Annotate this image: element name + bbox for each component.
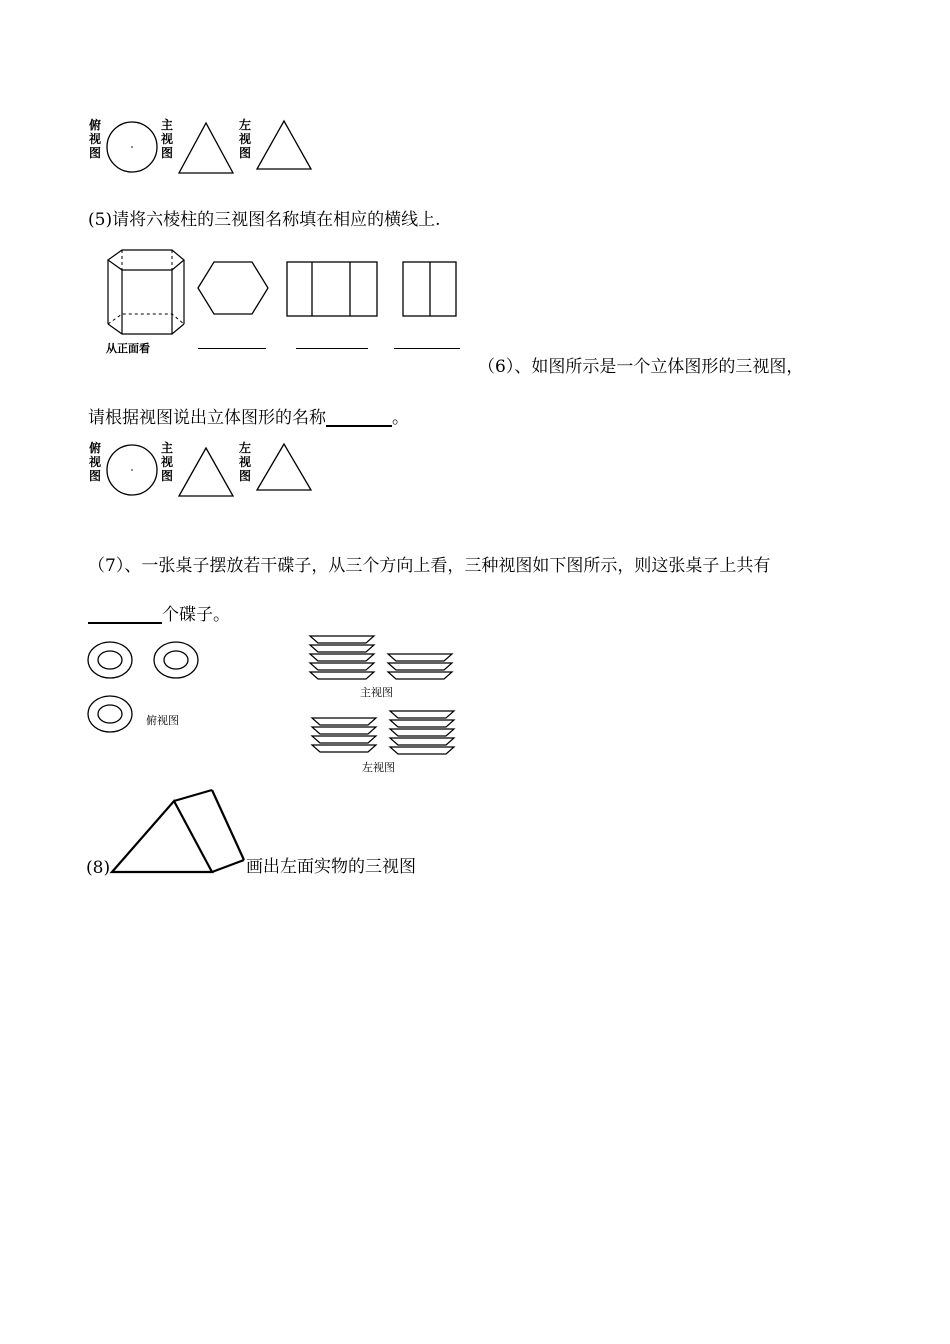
hexagonal-prism-icon bbox=[100, 248, 190, 340]
plate-ring-icon bbox=[86, 694, 134, 734]
hexagon-view-icon bbox=[196, 260, 272, 318]
circle-view-icon bbox=[106, 120, 158, 174]
q5-answer-blank-1[interactable] bbox=[198, 348, 266, 349]
q5-text: (5)请将六棱柱的三视图名称填在相应的横线上. bbox=[88, 210, 441, 230]
circle-view-icon bbox=[106, 443, 158, 497]
q5-answer-blank-3[interactable] bbox=[394, 348, 460, 349]
plate-ring-icon bbox=[86, 640, 134, 680]
triangle-view-icon bbox=[256, 443, 312, 491]
q8-text: 画出左面实物的三视图 bbox=[246, 857, 416, 877]
q6-line2-wrap bbox=[88, 409, 409, 427]
q7-line2-end: 个碟子。 bbox=[162, 605, 230, 625]
view-label-left: 左视图 bbox=[238, 441, 251, 483]
q6-line2-end: 。 bbox=[392, 408, 409, 428]
plate-stack-icon bbox=[386, 652, 456, 680]
q7-line2-wrap bbox=[88, 606, 230, 624]
plate-ring-icon bbox=[152, 640, 200, 680]
q6-answer-blank[interactable] bbox=[326, 409, 392, 427]
triangular-prism-icon bbox=[108, 786, 248, 876]
q6-line1: （6）、如图所示是一个立体图形的三视图， bbox=[478, 357, 804, 377]
plate-stack-icon bbox=[388, 709, 458, 755]
q8-label: (8) bbox=[86, 858, 111, 878]
q7-front-view-caption: 主视图 bbox=[360, 686, 393, 699]
front-view-rectangles-icon bbox=[286, 261, 380, 317]
q5-caption: 从正面看 bbox=[106, 342, 150, 355]
left-view-rectangles-icon bbox=[402, 261, 458, 317]
triangle-view-icon bbox=[178, 122, 234, 174]
view-label-front: 主视图 bbox=[160, 441, 173, 483]
view-label-top: 俯视图 bbox=[88, 118, 101, 160]
triangle-view-icon bbox=[178, 447, 234, 497]
plate-stack-icon bbox=[310, 716, 380, 754]
view-label-left: 左视图 bbox=[238, 118, 251, 160]
three-views-group-2 bbox=[86, 441, 316, 501]
q7-left-view-caption: 左视图 bbox=[362, 761, 395, 774]
view-label-top: 俯视图 bbox=[88, 441, 101, 483]
q6-line2: 请根据视图说出立体图形的名称 bbox=[88, 408, 326, 428]
triangle-view-icon bbox=[256, 120, 312, 170]
q5-answer-blank-2[interactable] bbox=[296, 348, 368, 349]
q7-answer-blank[interactable] bbox=[88, 606, 162, 624]
view-label-front: 主视图 bbox=[160, 118, 173, 160]
q7-line1: （7）、一张桌子摆放若干碟子，从三个方向上看，三种视图如下图所示，则这张桌子上共有 bbox=[88, 556, 771, 576]
three-views-group-1 bbox=[86, 118, 316, 178]
plate-stack-icon bbox=[308, 634, 378, 680]
q7-top-view-caption: 俯视图 bbox=[146, 714, 179, 727]
